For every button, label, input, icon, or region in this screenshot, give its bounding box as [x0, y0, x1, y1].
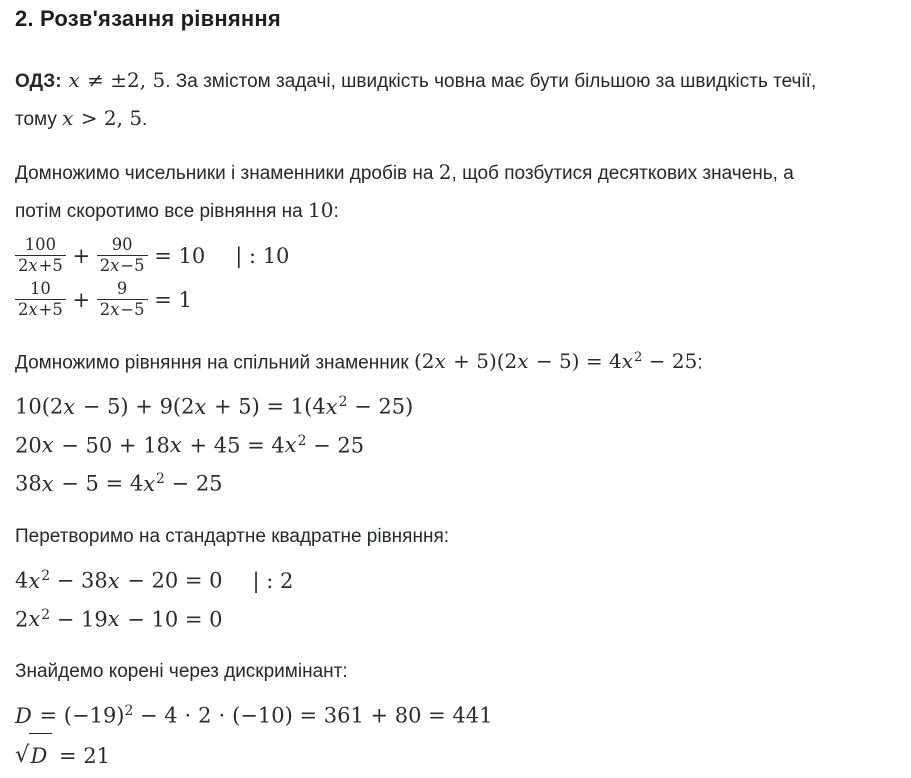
- step1-text-2: , щоб позбутися десяткових значень, а: [451, 163, 794, 184]
- step1-paragraph: [15, 154, 896, 230]
- fraction-equations-block: [15, 234, 896, 322]
- odz-conclusion-math: x > 2, 5: [62, 106, 143, 130]
- odz-text-1: . За змістом задачі, швидкість човна має бути більшою за швидкість течії,: [165, 71, 817, 92]
- step1-text-4: :: [333, 201, 339, 222]
- equation-quadratic-reduced: $2x^2 - 19x - 10 = 0$: [15, 606, 223, 632]
- page-title: 2. Розв'язання рівняння: [15, 6, 281, 31]
- step3-paragraph: Перетворимо на стандартне квадратне рівняння:: [15, 526, 450, 548]
- equation-discriminant: $D = (-19)^2 - 4 \cdot 2 \cdot (-10) = 361 + 80 = 441$: [15, 703, 493, 728]
- equation-simplified: $38x - 5 = 4x^2 - 25$: [15, 471, 223, 497]
- equation-sqrt-discriminant: √D = 21: [15, 733, 896, 778]
- step2-paragraph: [15, 340, 896, 381]
- odz-text-3: .: [142, 109, 148, 130]
- odz-paragraph: [15, 62, 896, 138]
- step1-inline-math-1: 2: [438, 160, 452, 184]
- expansion-equations-block: [15, 385, 896, 501]
- odz-text-2: тому: [15, 109, 63, 130]
- quadratic-equations-block: [15, 559, 896, 636]
- equation-quadratic-full: $4x^2 - 38x - 20 = 0$ | : 2: [15, 568, 294, 593]
- step2-denominator-math: $(2x + 5)(2x - 5) = 4x^2 - 25$: [413, 349, 698, 374]
- step1-text-3: потім скоротимо все рівняння на: [15, 201, 309, 222]
- odz-condition-math: x ≠ ±2, 5: [68, 68, 166, 92]
- solution-document: [15, 6, 896, 778]
- equation-expanded: $20x - 50 + 18x + 45 = 4x^2 - 25$: [15, 432, 365, 458]
- odz-label: ОДЗ:: [15, 71, 62, 92]
- step4-paragraph: Знайдемо корені через дискримінант:: [15, 661, 348, 683]
- step2-text-1: Домножимо рівняння на спільний знаменник: [15, 352, 414, 374]
- step1-text-1: Домножимо чисельники і знаменники дробів на: [15, 163, 439, 184]
- equation-fractions-reduced: $\frac{10}{2x+5}$ + $\frac{9}{2x-5}$ = 1: [15, 278, 896, 322]
- step2-text-2: :: [697, 352, 703, 374]
- equation-fractions-original: $\frac{100}{2x+5}$ + $\frac{90}{2x-5}$ = 10 | : 10: [15, 234, 896, 278]
- step1-inline-math-2: 10: [308, 198, 334, 222]
- equation-multiplied: $10(2x - 5) + 9(2x + 5) = 1(4x^2 - 25)$: [15, 394, 414, 419]
- discriminant-block: [15, 694, 896, 778]
